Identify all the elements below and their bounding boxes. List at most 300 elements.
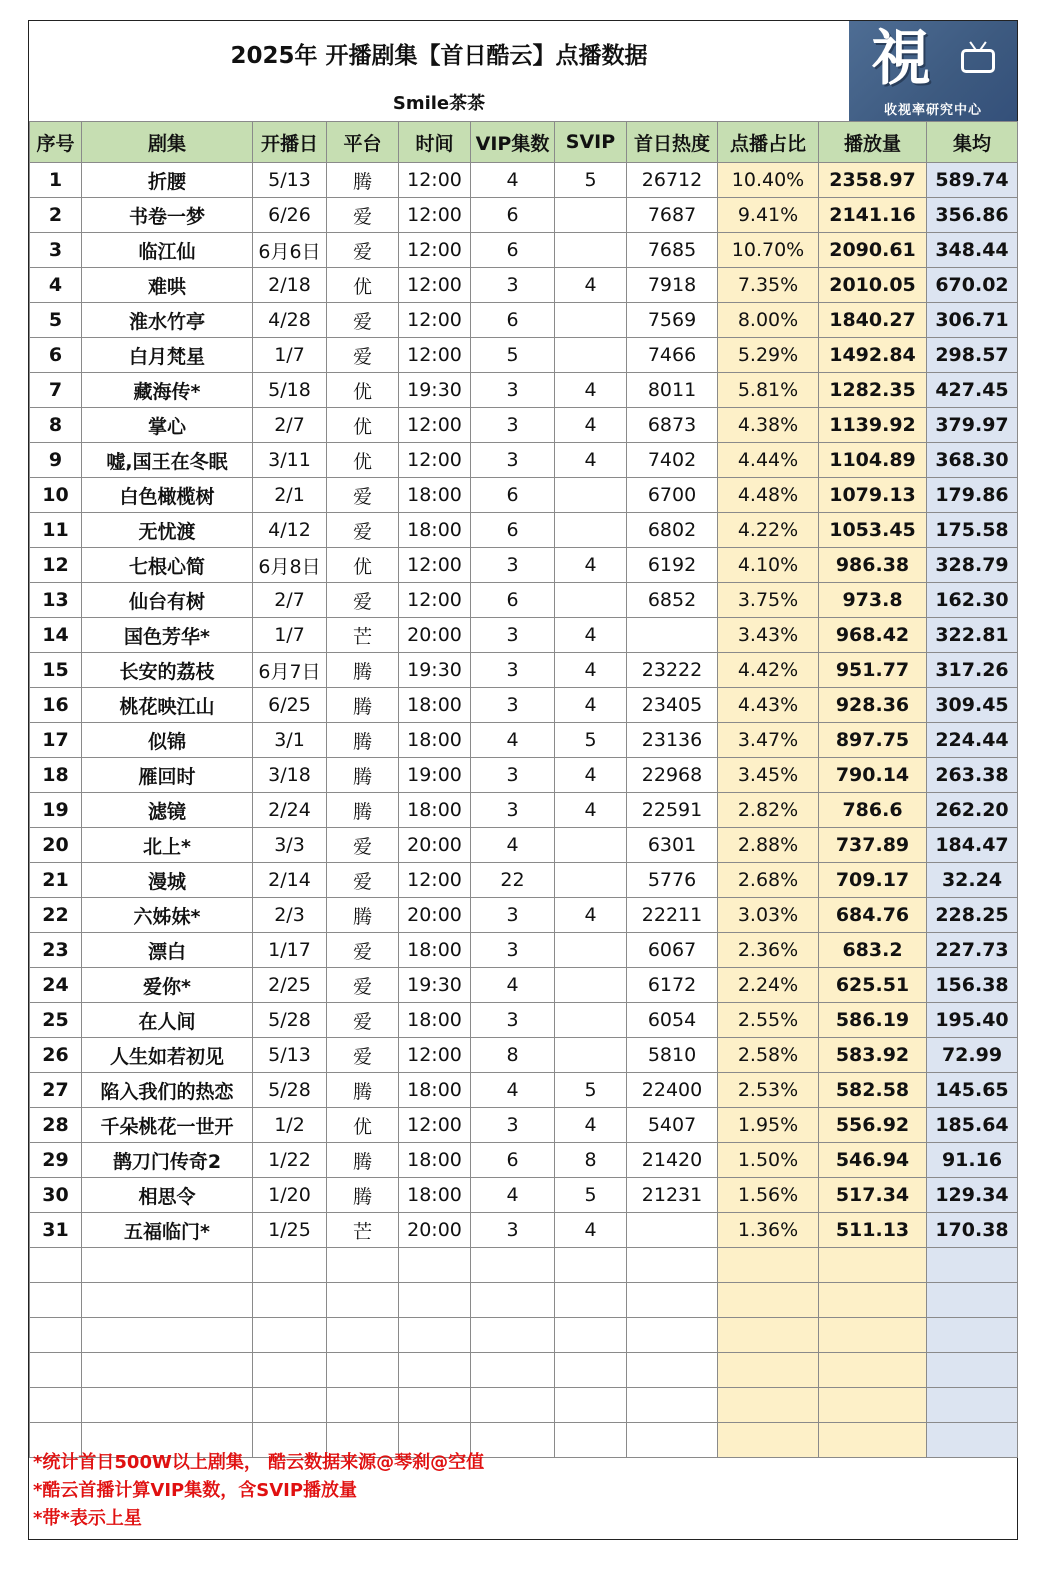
col-svip-cell: 4 — [555, 758, 627, 793]
col-index-cell: 14 — [30, 618, 82, 653]
table-row — [30, 1178, 1018, 1213]
col-series-cell: 白色橄榄树 — [82, 478, 253, 513]
table-row — [30, 933, 1018, 968]
col-index-cell: 26 — [30, 1038, 82, 1073]
page-title: 2025年 开播剧集【首日酷云】点播数据 — [230, 43, 648, 69]
title-area — [29, 21, 849, 121]
col-svip-cell: 4 — [555, 408, 627, 443]
col-svip-cell — [555, 1248, 627, 1283]
col-time-cell: 12:00 — [399, 338, 471, 373]
col-avg-cell: 184.47 — [927, 828, 1018, 863]
col-avg-cell — [927, 1388, 1018, 1423]
col-time-cell: 18:00 — [399, 688, 471, 723]
col-svip-cell — [555, 1388, 627, 1423]
col-start-date-cell: 1/7 — [253, 618, 327, 653]
col-avg-cell — [927, 1283, 1018, 1318]
header-row — [30, 122, 1018, 163]
col-platform-cell: 爱 — [327, 968, 399, 1003]
col-time-cell: 19:30 — [399, 373, 471, 408]
col-svip-cell: 5 — [555, 1073, 627, 1108]
col-plays-cell: 2010.05 — [819, 268, 927, 303]
col-avg-cell: 306.71 — [927, 303, 1018, 338]
col-index-cell — [30, 1353, 82, 1388]
col-vip-episodes-cell: 8 — [471, 1038, 555, 1073]
col-vip-episodes-cell: 3 — [471, 618, 555, 653]
col-share-cell — [718, 1318, 819, 1353]
col-platform-cell: 爱 — [327, 1003, 399, 1038]
col-start-date-cell: 2/1 — [253, 478, 327, 513]
col-first-day-heat-cell: 26712 — [627, 163, 718, 198]
col-vip-episodes-cell: 22 — [471, 863, 555, 898]
col-time-cell: 19:00 — [399, 758, 471, 793]
col-svip-cell — [555, 863, 627, 898]
col-plays-cell: 2358.97 — [819, 163, 927, 198]
col-avg-cell — [927, 1318, 1018, 1353]
col-first-day-heat-cell: 21420 — [627, 1143, 718, 1178]
col-share-cell: 3.75% — [718, 583, 819, 618]
table-row — [30, 793, 1018, 828]
col-time-cell — [399, 1318, 471, 1353]
col-start-date-cell: 1/25 — [253, 1213, 327, 1248]
col-series-cell: 临江仙 — [82, 233, 253, 268]
col-first-day-heat-cell: 6700 — [627, 478, 718, 513]
col-platform-cell: 腾 — [327, 653, 399, 688]
col-index-cell: 10 — [30, 478, 82, 513]
col-vip-episodes-cell: 3 — [471, 688, 555, 723]
col-platform-cell: 爱 — [327, 1038, 399, 1073]
table-row — [30, 443, 1018, 478]
col-share-cell: 2.36% — [718, 933, 819, 968]
col-time-cell: 18:00 — [399, 723, 471, 758]
table-row — [30, 618, 1018, 653]
table-row — [30, 233, 1018, 268]
table-row — [30, 1073, 1018, 1108]
col-time-cell: 18:00 — [399, 478, 471, 513]
col-time-cell: 12:00 — [399, 163, 471, 198]
col-plays-cell: 786.6 — [819, 793, 927, 828]
col-svip-cell: 4 — [555, 373, 627, 408]
col-index-cell: 15 — [30, 653, 82, 688]
col-index-cell: 29 — [30, 1143, 82, 1178]
col-vip-episodes-cell: 5 — [471, 338, 555, 373]
col-svip-cell — [555, 1318, 627, 1353]
col-platform-cell: 腾 — [327, 793, 399, 828]
col-series-header: 剧集 — [82, 122, 253, 163]
col-series-cell — [82, 1388, 253, 1423]
col-svip-cell: 4 — [555, 653, 627, 688]
col-time-cell: 20:00 — [399, 1213, 471, 1248]
col-avg-header: 集均 — [927, 122, 1018, 163]
col-plays-cell: 1104.89 — [819, 443, 927, 478]
table-row — [30, 1213, 1018, 1248]
col-series-cell: 难哄 — [82, 268, 253, 303]
col-vip-episodes-cell: 3 — [471, 408, 555, 443]
col-plays-cell: 1079.13 — [819, 478, 927, 513]
col-avg-cell: 145.65 — [927, 1073, 1018, 1108]
col-platform-cell: 爱 — [327, 478, 399, 513]
col-first-day-heat-cell: 5776 — [627, 863, 718, 898]
col-share-cell: 1.56% — [718, 1178, 819, 1213]
col-start-date-cell: 3/11 — [253, 443, 327, 478]
col-vip-episodes-cell — [471, 1248, 555, 1283]
col-series-cell: 国色芳华* — [82, 618, 253, 653]
col-series-cell: 无忧渡 — [82, 513, 253, 548]
col-vip-episodes-cell: 3 — [471, 793, 555, 828]
col-series-cell: 漂白 — [82, 933, 253, 968]
col-vip-episodes-cell: 4 — [471, 828, 555, 863]
col-avg-cell: 379.97 — [927, 408, 1018, 443]
col-platform-cell: 芒 — [327, 618, 399, 653]
col-index-cell: 24 — [30, 968, 82, 1003]
table-row — [30, 583, 1018, 618]
col-plays-header: 播放量 — [819, 122, 927, 163]
col-vip-episodes-cell — [471, 1353, 555, 1388]
col-series-cell: 六姊妹* — [82, 898, 253, 933]
col-share-cell: 2.68% — [718, 863, 819, 898]
tv-icon — [961, 49, 995, 73]
table-body — [30, 163, 1018, 1458]
col-first-day-heat-cell — [627, 1283, 718, 1318]
col-vip-episodes-cell: 3 — [471, 1003, 555, 1038]
col-first-day-heat-cell: 22591 — [627, 793, 718, 828]
col-first-day-heat-cell: 7918 — [627, 268, 718, 303]
col-series-cell: 藏海传* — [82, 373, 253, 408]
col-avg-cell: 228.25 — [927, 898, 1018, 933]
col-svip-cell: 5 — [555, 723, 627, 758]
col-start-date-cell: 1/22 — [253, 1143, 327, 1178]
col-svip-cell — [555, 828, 627, 863]
table-row — [30, 163, 1018, 198]
logo — [849, 21, 1017, 121]
col-first-day-heat-cell: 6067 — [627, 933, 718, 968]
col-series-cell — [82, 1353, 253, 1388]
col-avg-cell: 263.38 — [927, 758, 1018, 793]
col-svip-cell: 4 — [555, 1108, 627, 1143]
col-series-cell: 折腰 — [82, 163, 253, 198]
col-avg-cell: 356.86 — [927, 198, 1018, 233]
col-vip-episodes-cell: 4 — [471, 163, 555, 198]
table-row — [30, 513, 1018, 548]
empty-row — [30, 1283, 1018, 1318]
col-avg-cell: 322.81 — [927, 618, 1018, 653]
col-plays-cell: 1840.27 — [819, 303, 927, 338]
col-plays-cell — [819, 1318, 927, 1353]
col-vip-episodes-cell: 3 — [471, 268, 555, 303]
col-platform-cell: 优 — [327, 443, 399, 478]
table-row — [30, 1143, 1018, 1178]
col-share-cell: 5.81% — [718, 373, 819, 408]
col-start-date-cell: 6/26 — [253, 198, 327, 233]
col-plays-cell: 897.75 — [819, 723, 927, 758]
col-vip-episodes-cell: 3 — [471, 653, 555, 688]
empty-row — [30, 1353, 1018, 1388]
col-time-cell: 12:00 — [399, 233, 471, 268]
col-start-date-cell — [253, 1353, 327, 1388]
col-start-date-cell: 4/12 — [253, 513, 327, 548]
col-avg-cell: 348.44 — [927, 233, 1018, 268]
col-svip-cell — [555, 1353, 627, 1388]
col-plays-cell — [819, 1248, 927, 1283]
col-start-date-cell: 1/20 — [253, 1178, 327, 1213]
col-share-cell: 4.22% — [718, 513, 819, 548]
col-share-cell: 3.45% — [718, 758, 819, 793]
col-time-cell — [399, 1388, 471, 1423]
notes — [33, 1449, 733, 1533]
col-vip-episodes-cell: 3 — [471, 898, 555, 933]
col-share-cell: 4.43% — [718, 688, 819, 723]
col-platform-cell: 爱 — [327, 303, 399, 338]
col-first-day-heat-cell: 6301 — [627, 828, 718, 863]
col-series-cell — [82, 1283, 253, 1318]
col-share-cell: 1.50% — [718, 1143, 819, 1178]
col-start-date-cell: 3/1 — [253, 723, 327, 758]
col-share-cell: 3.03% — [718, 898, 819, 933]
col-platform-cell — [327, 1248, 399, 1283]
table-row — [30, 898, 1018, 933]
col-time-cell: 18:00 — [399, 1003, 471, 1038]
page-subtitle: Smile茶茶 — [392, 93, 486, 114]
col-svip-header: SVIP — [555, 122, 627, 163]
col-start-date-cell — [253, 1248, 327, 1283]
col-plays-cell: 928.36 — [819, 688, 927, 723]
col-svip-cell — [555, 233, 627, 268]
col-index-cell: 6 — [30, 338, 82, 373]
col-start-date-cell: 6月8日 — [253, 548, 327, 583]
col-series-cell: 相思令 — [82, 1178, 253, 1213]
col-avg-cell: 589.74 — [927, 163, 1018, 198]
col-plays-cell — [819, 1423, 927, 1458]
col-share-cell — [718, 1388, 819, 1423]
col-svip-cell — [555, 583, 627, 618]
col-plays-cell: 683.2 — [819, 933, 927, 968]
col-plays-cell: 1053.45 — [819, 513, 927, 548]
table-row — [30, 1003, 1018, 1038]
col-series-cell: 爱你* — [82, 968, 253, 1003]
col-index-cell — [30, 1388, 82, 1423]
col-svip-cell — [555, 968, 627, 1003]
col-plays-cell: 517.34 — [819, 1178, 927, 1213]
col-start-date-cell — [253, 1318, 327, 1353]
col-platform-cell: 腾 — [327, 1143, 399, 1178]
col-vip-episodes-cell: 6 — [471, 583, 555, 618]
col-platform-cell: 优 — [327, 268, 399, 303]
col-avg-cell: 185.64 — [927, 1108, 1018, 1143]
col-platform-cell: 爱 — [327, 198, 399, 233]
col-plays-cell: 684.76 — [819, 898, 927, 933]
table-row — [30, 478, 1018, 513]
col-platform-cell: 爱 — [327, 828, 399, 863]
col-plays-cell: 951.77 — [819, 653, 927, 688]
col-platform-cell: 腾 — [327, 163, 399, 198]
col-series-cell: 在人间 — [82, 1003, 253, 1038]
col-plays-cell — [819, 1283, 927, 1318]
col-share-cell — [718, 1248, 819, 1283]
col-vip-episodes-cell — [471, 1318, 555, 1353]
col-svip-cell: 4 — [555, 618, 627, 653]
col-first-day-heat-cell: 5407 — [627, 1108, 718, 1143]
col-time-cell: 18:00 — [399, 1178, 471, 1213]
col-index-cell — [30, 1248, 82, 1283]
col-platform-cell: 优 — [327, 548, 399, 583]
col-avg-cell — [927, 1248, 1018, 1283]
note-1: *统计首日500W以上剧集， 酷云数据来源@琴刹@空值 — [33, 1452, 485, 1473]
col-avg-cell: 309.45 — [927, 688, 1018, 723]
logo-caption: 收视率研究中心 — [883, 103, 982, 118]
col-platform-cell: 腾 — [327, 1178, 399, 1213]
col-start-date-cell — [253, 1388, 327, 1423]
col-start-date-cell: 2/25 — [253, 968, 327, 1003]
col-first-day-heat-cell: 8011 — [627, 373, 718, 408]
col-svip-cell — [555, 513, 627, 548]
col-index-cell: 30 — [30, 1178, 82, 1213]
col-vip-episodes-cell: 3 — [471, 373, 555, 408]
col-series-cell: 人生如若初见 — [82, 1038, 253, 1073]
col-avg-cell: 298.57 — [927, 338, 1018, 373]
col-index-cell: 16 — [30, 688, 82, 723]
col-platform-cell: 芒 — [327, 1213, 399, 1248]
col-share-cell: 3.47% — [718, 723, 819, 758]
col-svip-cell: 4 — [555, 548, 627, 583]
col-svip-cell — [555, 1283, 627, 1318]
col-platform-cell: 爱 — [327, 338, 399, 373]
col-index-cell: 31 — [30, 1213, 82, 1248]
col-start-date-cell — [253, 1283, 327, 1318]
col-svip-cell — [555, 1038, 627, 1073]
col-plays-cell: 1139.92 — [819, 408, 927, 443]
table-row — [30, 653, 1018, 688]
col-share-cell: 3.43% — [718, 618, 819, 653]
col-vip-episodes-cell: 6 — [471, 303, 555, 338]
col-share-cell: 5.29% — [718, 338, 819, 373]
col-index-cell: 1 — [30, 163, 82, 198]
col-plays-cell: 1492.84 — [819, 338, 927, 373]
col-vip-episodes-cell: 3 — [471, 1108, 555, 1143]
col-svip-cell: 4 — [555, 268, 627, 303]
col-svip-cell: 4 — [555, 1213, 627, 1248]
col-series-cell: 北上* — [82, 828, 253, 863]
col-vip-episodes-cell: 3 — [471, 443, 555, 478]
spreadsheet — [28, 20, 1018, 1540]
col-time-cell: 12:00 — [399, 268, 471, 303]
col-time-header: 时间 — [399, 122, 471, 163]
col-first-day-heat-cell: 22968 — [627, 758, 718, 793]
col-plays-cell: 625.51 — [819, 968, 927, 1003]
col-start-date-cell: 6月6日 — [253, 233, 327, 268]
col-start-date-cell: 3/18 — [253, 758, 327, 793]
col-plays-cell: 556.92 — [819, 1108, 927, 1143]
col-share-cell: 2.82% — [718, 793, 819, 828]
col-series-cell: 嘘,国王在冬眠 — [82, 443, 253, 478]
note-3: *带*表示上星 — [33, 1508, 142, 1529]
col-index-cell: 4 — [30, 268, 82, 303]
col-time-cell: 19:30 — [399, 653, 471, 688]
col-start-date-header: 开播日 — [253, 122, 327, 163]
col-platform-cell — [327, 1318, 399, 1353]
col-time-cell — [399, 1248, 471, 1283]
col-avg-cell: 328.79 — [927, 548, 1018, 583]
col-index-cell: 2 — [30, 198, 82, 233]
col-svip-cell — [555, 1003, 627, 1038]
col-series-cell: 似锦 — [82, 723, 253, 758]
table-row — [30, 1038, 1018, 1073]
col-start-date-cell: 3/3 — [253, 828, 327, 863]
col-time-cell: 19:30 — [399, 968, 471, 1003]
col-index-cell: 20 — [30, 828, 82, 863]
col-plays-cell — [819, 1388, 927, 1423]
col-start-date-cell: 2/14 — [253, 863, 327, 898]
col-first-day-heat-cell: 6873 — [627, 408, 718, 443]
col-share-cell: 1.95% — [718, 1108, 819, 1143]
col-start-date-cell: 1/17 — [253, 933, 327, 968]
col-start-date-cell: 2/18 — [253, 268, 327, 303]
col-vip-episodes-cell: 6 — [471, 478, 555, 513]
col-first-day-heat-cell: 23136 — [627, 723, 718, 758]
col-share-cell: 10.70% — [718, 233, 819, 268]
col-avg-cell: 175.58 — [927, 513, 1018, 548]
col-share-cell: 4.10% — [718, 548, 819, 583]
col-vip-episodes-cell: 3 — [471, 758, 555, 793]
table-row — [30, 968, 1018, 1003]
col-first-day-heat-cell — [627, 1248, 718, 1283]
col-time-cell: 18:00 — [399, 513, 471, 548]
empty-row — [30, 1318, 1018, 1353]
col-share-cell: 1.36% — [718, 1213, 819, 1248]
col-svip-cell: 5 — [555, 1178, 627, 1213]
col-time-cell: 20:00 — [399, 898, 471, 933]
col-series-cell: 鹊刀门传奇2 — [82, 1143, 253, 1178]
col-share-cell: 2.88% — [718, 828, 819, 863]
col-index-cell: 18 — [30, 758, 82, 793]
col-plays-cell: 737.89 — [819, 828, 927, 863]
col-plays-cell: 586.19 — [819, 1003, 927, 1038]
col-start-date-cell: 5/13 — [253, 163, 327, 198]
col-share-cell: 4.44% — [718, 443, 819, 478]
table-row — [30, 863, 1018, 898]
col-share-cell: 4.42% — [718, 653, 819, 688]
col-vip-episodes-cell: 6 — [471, 233, 555, 268]
empty-row — [30, 1388, 1018, 1423]
col-time-cell: 12:00 — [399, 303, 471, 338]
col-avg-cell: 32.24 — [927, 863, 1018, 898]
table-row — [30, 373, 1018, 408]
col-first-day-heat-cell: 6802 — [627, 513, 718, 548]
col-share-cell: 4.38% — [718, 408, 819, 443]
col-share-cell: 2.55% — [718, 1003, 819, 1038]
col-series-cell: 书卷一梦 — [82, 198, 253, 233]
col-start-date-cell: 1/7 — [253, 338, 327, 373]
col-avg-cell: 170.38 — [927, 1213, 1018, 1248]
col-plays-cell: 546.94 — [819, 1143, 927, 1178]
col-time-cell: 12:00 — [399, 408, 471, 443]
col-plays-cell: 2090.61 — [819, 233, 927, 268]
col-platform-cell: 腾 — [327, 1073, 399, 1108]
col-series-cell — [82, 1248, 253, 1283]
col-start-date-cell: 6/25 — [253, 688, 327, 723]
col-time-cell: 12:00 — [399, 198, 471, 233]
col-vip-episodes-cell: 3 — [471, 933, 555, 968]
col-platform-cell: 优 — [327, 1108, 399, 1143]
col-time-cell: 18:00 — [399, 933, 471, 968]
col-platform-cell: 爱 — [327, 583, 399, 618]
col-first-day-heat-cell — [627, 1353, 718, 1388]
col-first-day-heat-cell — [627, 1388, 718, 1423]
col-platform-cell: 腾 — [327, 758, 399, 793]
col-plays-cell: 986.38 — [819, 548, 927, 583]
col-share-cell — [718, 1353, 819, 1388]
col-time-cell: 18:00 — [399, 793, 471, 828]
col-start-date-cell: 2/24 — [253, 793, 327, 828]
table-row — [30, 548, 1018, 583]
